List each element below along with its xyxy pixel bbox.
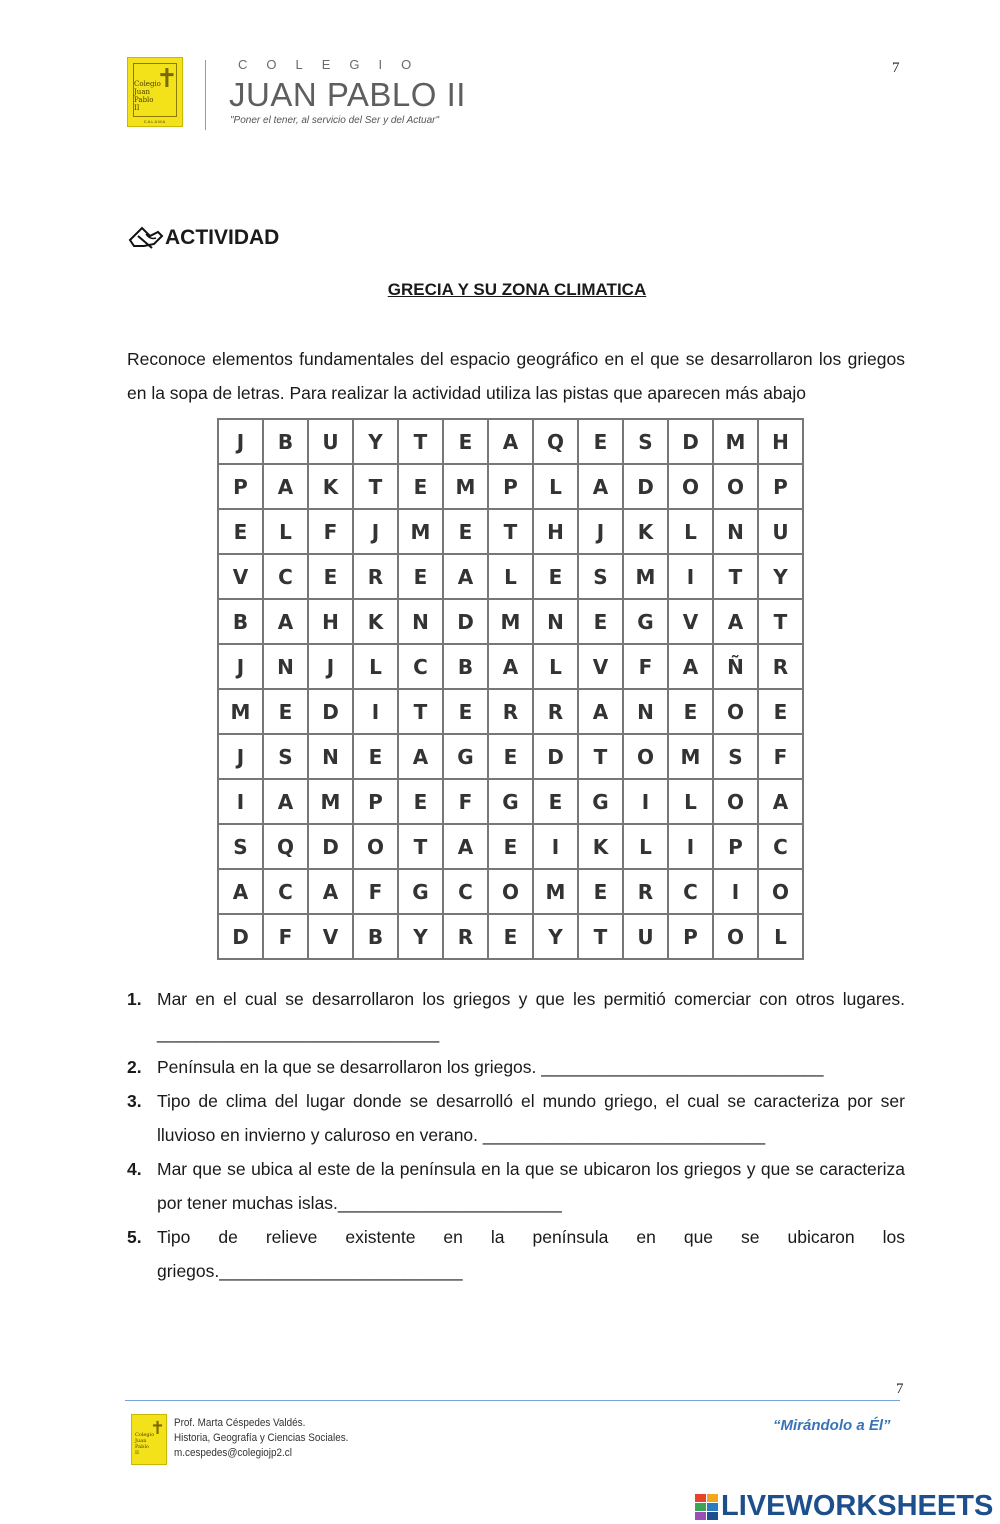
school-subtitle: COLEGIO (238, 57, 431, 72)
grid-cell: K (624, 510, 669, 555)
grid-cell: C (759, 825, 804, 870)
grid-cell: A (714, 600, 759, 645)
grid-cell: O (714, 915, 759, 960)
grid-cell: A (489, 420, 534, 465)
grid-cell: L (669, 780, 714, 825)
grid-cell: R (759, 645, 804, 690)
question-list (127, 982, 905, 1288)
grid-cell: V (579, 645, 624, 690)
grid-cell: N (399, 600, 444, 645)
footer-divider (125, 1400, 900, 1401)
grid-cell: E (489, 825, 534, 870)
grid-cell: V (219, 555, 264, 600)
question-text: Península en la que se desarrollaron los griegos. _____________________________ (157, 1057, 824, 1077)
grid-cell: F (264, 915, 309, 960)
grid-cell: E (759, 690, 804, 735)
grid-cell: H (534, 510, 579, 555)
footer-subject: Historia, Geografía y Ciencias Sociales. (174, 1432, 349, 1444)
grid-cell: J (579, 510, 624, 555)
grid-cell: M (669, 735, 714, 780)
grid-cell: T (489, 510, 534, 555)
question-item (127, 1084, 905, 1152)
grid-cell: T (714, 555, 759, 600)
grid-cell: R (444, 915, 489, 960)
grid-cell: O (714, 465, 759, 510)
school-name: JUAN PABLO II (229, 76, 466, 113)
grid-cell: A (444, 555, 489, 600)
grid-cell: T (399, 825, 444, 870)
grid-cell: A (759, 780, 804, 825)
grid-cell: E (489, 735, 534, 780)
grid-cell: S (264, 735, 309, 780)
grid-cell: A (444, 825, 489, 870)
question-text: Mar en el cual se desarrollaron los griegos y que les permitió comerciar con otros lugares. _____________________________ (157, 989, 905, 1043)
grid-cell: F (354, 870, 399, 915)
grid-cell: M (444, 465, 489, 510)
question-item (127, 1220, 905, 1288)
grid-cell: O (759, 870, 804, 915)
grid-cell: E (444, 510, 489, 555)
grid-cell: G (399, 870, 444, 915)
grid-cell: M (714, 420, 759, 465)
grid-cell: O (669, 465, 714, 510)
grid-cell: R (624, 870, 669, 915)
question-number: 3. (127, 1091, 142, 1111)
liveworksheets-icon (695, 1494, 717, 1520)
grid-cell: M (534, 870, 579, 915)
school-motto: "Poner el tener, al servicio del Ser y del Actuar" (230, 115, 440, 126)
grid-cell: O (489, 870, 534, 915)
grid-cell: E (309, 555, 354, 600)
grid-cell: C (399, 645, 444, 690)
grid-cell: O (714, 690, 759, 735)
header-divider (205, 60, 206, 130)
grid-cell: J (354, 510, 399, 555)
grid-cell: D (444, 600, 489, 645)
grid-cell: S (579, 555, 624, 600)
grid-cell: Y (354, 420, 399, 465)
question-number: 4. (127, 1159, 142, 1179)
grid-cell: V (669, 600, 714, 645)
school-logo (127, 57, 183, 127)
grid-cell: J (309, 645, 354, 690)
grid-cell: A (264, 465, 309, 510)
grid-cell: T (399, 690, 444, 735)
grid-cell: L (489, 555, 534, 600)
grid-cell: A (264, 780, 309, 825)
grid-cell: D (219, 915, 264, 960)
footer-logo-motto: Colegio Juan Pablo II (135, 1432, 155, 1456)
grid-cell: O (354, 825, 399, 870)
grid-cell: Q (264, 825, 309, 870)
grid-cell: A (579, 690, 624, 735)
grid-cell: A (489, 645, 534, 690)
grid-cell: P (354, 780, 399, 825)
writing-hand-icon (128, 224, 164, 250)
grid-cell: C (669, 870, 714, 915)
grid-cell: L (354, 645, 399, 690)
grid-cell: L (534, 645, 579, 690)
grid-cell: F (624, 645, 669, 690)
grid-cell: E (534, 555, 579, 600)
grid-cell: N (534, 600, 579, 645)
grid-cell: S (219, 825, 264, 870)
grid-cell: S (714, 735, 759, 780)
grid-cell: I (669, 825, 714, 870)
liveworksheets-logo[interactable] (695, 1490, 993, 1523)
grid-cell: E (444, 420, 489, 465)
grid-cell: H (309, 600, 354, 645)
grid-cell: G (579, 780, 624, 825)
grid-cell: I (354, 690, 399, 735)
question-item (127, 1152, 905, 1220)
grid-cell: N (309, 735, 354, 780)
grid-cell: Y (399, 915, 444, 960)
grid-cell: C (444, 870, 489, 915)
grid-cell: Q (534, 420, 579, 465)
grid-cell: L (759, 915, 804, 960)
grid-cell: G (624, 600, 669, 645)
grid-cell: K (354, 600, 399, 645)
footer-page-number: 7 (896, 1381, 904, 1397)
grid-cell: M (489, 600, 534, 645)
grid-cell: J (219, 645, 264, 690)
grid-cell: T (759, 600, 804, 645)
grid-cell: E (669, 690, 714, 735)
word-search-grid (217, 418, 804, 960)
liveworksheets-text: LIVEWORKSHEETS (721, 1490, 994, 1522)
grid-cell: T (579, 735, 624, 780)
grid-cell: E (579, 420, 624, 465)
grid-cell: D (534, 735, 579, 780)
grid-cell: E (489, 915, 534, 960)
grid-cell: A (399, 735, 444, 780)
grid-cell: I (219, 780, 264, 825)
section-title: GRECIA Y SU ZONA CLIMATICA (387, 280, 647, 299)
question-item (127, 982, 905, 1050)
grid-cell: M (219, 690, 264, 735)
grid-cell: N (714, 510, 759, 555)
grid-cell: K (579, 825, 624, 870)
intro-paragraph: Reconoce elementos fundamentales del espacio geográfico en el que se desarrollaron los griegos en la sopa de letras. Para realizar la actividad utiliza las pistas que aparecen más abajo (127, 349, 905, 403)
question-text: Tipo de relieve existente en la península en que se ubicaron los griegos._________________________ (157, 1227, 905, 1281)
grid-cell: P (219, 465, 264, 510)
footer-contact (174, 1416, 368, 1461)
grid-cell: J (219, 735, 264, 780)
grid-cell: I (669, 555, 714, 600)
grid-cell: D (309, 690, 354, 735)
footer-email: m.cespedes@colegiojp2.cl (174, 1447, 292, 1459)
grid-cell: E (399, 465, 444, 510)
grid-cell: I (714, 870, 759, 915)
grid-cell: E (399, 555, 444, 600)
grid-cell: T (579, 915, 624, 960)
activity-title: ACTIVIDAD (165, 226, 280, 249)
logo-city: CALAMA (143, 119, 167, 124)
grid-cell: E (354, 735, 399, 780)
grid-cell: B (219, 600, 264, 645)
question-number: 5. (127, 1227, 142, 1247)
grid-cell: L (534, 465, 579, 510)
grid-cell: P (759, 465, 804, 510)
grid-cell: D (624, 465, 669, 510)
grid-cell: P (489, 465, 534, 510)
page-number: 7 (892, 60, 900, 76)
grid-cell: A (264, 600, 309, 645)
question-text: Mar que se ubica al este de la península en la que se ubicaron los griegos y que se caracteriza por tener muchas islas._______________________ (157, 1159, 905, 1213)
footer-teacher: Prof. Marta Céspedes Valdés. (174, 1417, 306, 1429)
grid-cell: B (444, 645, 489, 690)
grid-cell: A (309, 870, 354, 915)
grid-cell: U (624, 915, 669, 960)
grid-cell: U (759, 510, 804, 555)
grid-cell: N (624, 690, 669, 735)
grid-cell: G (489, 780, 534, 825)
cross-icon: ✝ (156, 64, 178, 94)
grid-cell: V (309, 915, 354, 960)
grid-cell: H (759, 420, 804, 465)
grid-cell: I (624, 780, 669, 825)
grid-cell: E (264, 690, 309, 735)
grid-cell: A (579, 465, 624, 510)
logo-motto: Colegio Juan Pablo II (134, 80, 161, 112)
grid-cell: E (219, 510, 264, 555)
footer-school-logo (131, 1414, 167, 1465)
grid-cell: A (219, 870, 264, 915)
grid-cell: G (444, 735, 489, 780)
grid-cell: C (264, 870, 309, 915)
grid-cell: Y (534, 915, 579, 960)
grid-cell: T (354, 465, 399, 510)
grid-cell: D (309, 825, 354, 870)
grid-cell: R (354, 555, 399, 600)
grid-cell: B (354, 915, 399, 960)
grid-cell: T (399, 420, 444, 465)
question-number: 2. (127, 1057, 142, 1077)
question-text: Tipo de clima del lugar donde se desarrolló el mundo griego, el cual se caracteriza por ser lluvioso en invierno y caluroso en verano. _____________________________ (157, 1091, 905, 1145)
grid-cell: F (444, 780, 489, 825)
grid-cell: Ñ (714, 645, 759, 690)
grid-cell: D (669, 420, 714, 465)
grid-cell: P (714, 825, 759, 870)
grid-cell: O (624, 735, 669, 780)
grid-cell: R (534, 690, 579, 735)
grid-cell: M (399, 510, 444, 555)
grid-cell: E (444, 690, 489, 735)
grid-cell: L (264, 510, 309, 555)
grid-cell: A (669, 645, 714, 690)
grid-cell: O (714, 780, 759, 825)
grid-cell: N (264, 645, 309, 690)
grid-cell: E (579, 870, 624, 915)
cross-icon: ✝ (150, 1418, 166, 1439)
grid-cell: B (264, 420, 309, 465)
grid-cell: R (489, 690, 534, 735)
footer-tagline: “Mirándolo a Él” (773, 1417, 891, 1434)
grid-cell: I (534, 825, 579, 870)
grid-cell: M (309, 780, 354, 825)
grid-cell: F (309, 510, 354, 555)
grid-cell: F (759, 735, 804, 780)
grid-cell: Y (759, 555, 804, 600)
grid-cell: E (534, 780, 579, 825)
grid-cell: S (624, 420, 669, 465)
grid-cell: E (579, 600, 624, 645)
question-item (127, 1050, 905, 1084)
grid-cell: U (309, 420, 354, 465)
grid-cell: J (219, 420, 264, 465)
grid-cell: L (669, 510, 714, 555)
grid-cell: K (309, 465, 354, 510)
grid-cell: C (264, 555, 309, 600)
grid-cell: L (624, 825, 669, 870)
grid-cell: P (669, 915, 714, 960)
grid-cell: E (399, 780, 444, 825)
grid-cell: M (624, 555, 669, 600)
question-number: 1. (127, 989, 142, 1009)
